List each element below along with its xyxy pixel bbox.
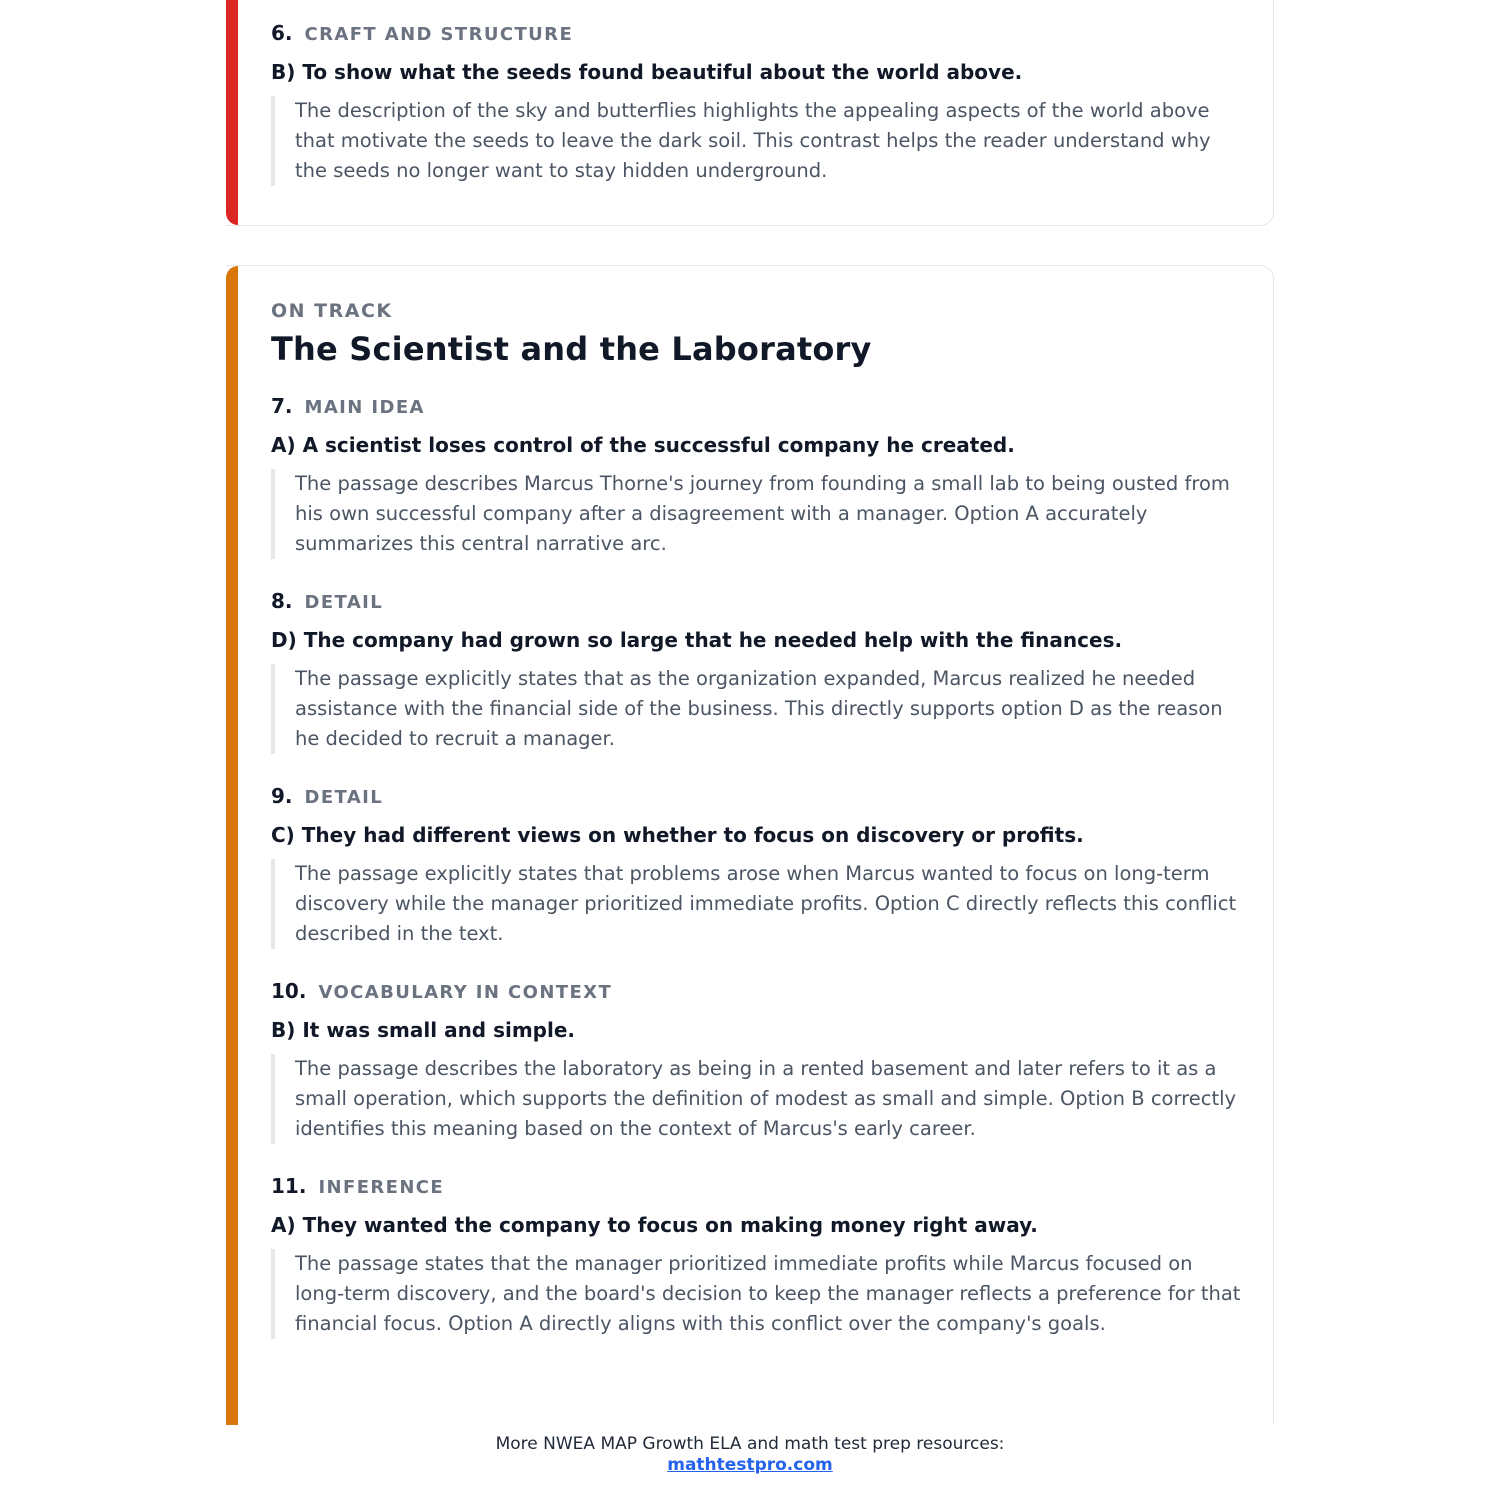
question-number: 6. [271, 21, 293, 45]
question-explanation: The passage explicitly states that problems arose when Marcus wanted to focus on long-term discovery while the manager prioritized immediate profits. Option C directly reflects this conflict described in the text. [271, 859, 1246, 949]
question-header [271, 21, 1246, 51]
question-answer: B) It was small and simple. [271, 1018, 576, 1042]
question-answer: B) To show what the seeds found beautiful about the world above. [271, 60, 1023, 84]
question-7 [271, 394, 1246, 559]
footer-link[interactable]: mathtestpro.com [667, 1455, 833, 1475]
question-category: DETAIL [304, 787, 384, 808]
footer [0, 1434, 1500, 1476]
question-explanation: The description of the sky and butterflies highlights the appealing aspects of the world above that motivate the seeds to leave the dark soil. This contrast helps the reader understand why the seeds no longer want to stay hidden underground. [271, 96, 1246, 186]
question-explanation: The passage describes the laboratory as being in a rented basement and later refers to it as a small operation, which supports the definition of modest as small and simple. Option B correctly identifies this meaning based on the context of Marcus's early career. [271, 1054, 1246, 1144]
question-number: 8. [271, 589, 293, 613]
question-number: 11. [271, 1174, 307, 1198]
question-category: INFERENCE [318, 1177, 445, 1198]
question-explanation: The passage explicitly states that as the organization expanded, Marcus realized he needed assistance with the financial side of the business. This directly supports option D as the reason he decided to recruit a manager. [271, 664, 1246, 754]
question-number: 9. [271, 784, 293, 808]
question-number: 10. [271, 979, 307, 1003]
footer-text: More NWEA MAP Growth ELA and math test prep resources: [495, 1434, 1005, 1454]
section-title: The Scientist and the Laboratory [271, 330, 872, 368]
question-number: 7. [271, 394, 293, 418]
card-accent-bar-orange [226, 266, 238, 1425]
card-accent-bar-red [226, 0, 238, 225]
question-header [271, 589, 1246, 619]
question-8 [271, 589, 1246, 754]
question-answer: C) They had different views on whether to focus on discovery or profits. [271, 823, 1084, 847]
question-9 [271, 784, 1246, 949]
answer-card-previous [226, 0, 1274, 226]
question-header [271, 979, 1246, 1009]
question-category: CRAFT AND STRUCTURE [304, 24, 574, 45]
section-level-label: ON TRACK [271, 300, 393, 322]
question-category: MAIN IDEA [304, 397, 425, 418]
answer-card-on-track [226, 265, 1274, 1425]
question-category: VOCABULARY IN CONTEXT [318, 982, 613, 1003]
question-answer: A) They wanted the company to focus on making money right away. [271, 1213, 1038, 1237]
question-header [271, 394, 1246, 424]
question-answer: A) A scientist loses control of the successful company he created. [271, 433, 1015, 457]
question-6 [271, 21, 1246, 186]
question-header [271, 784, 1246, 814]
question-explanation: The passage states that the manager prioritized immediate profits while Marcus focused on long-term discovery, and the board's decision to keep the manager reflects a preference for that financial focus. Option A directly aligns with this conflict over the company's goals. [271, 1249, 1246, 1339]
question-answer: D) The company had grown so large that he needed help with the finances. [271, 628, 1123, 652]
question-category: DETAIL [304, 592, 384, 613]
question-10 [271, 979, 1246, 1144]
question-11 [271, 1174, 1246, 1339]
question-header [271, 1174, 1246, 1204]
question-explanation: The passage describes Marcus Thorne's journey from founding a small lab to being ousted from his own successful company after a disagreement with a manager. Option A accurately summarizes this central narrative arc. [271, 469, 1246, 559]
